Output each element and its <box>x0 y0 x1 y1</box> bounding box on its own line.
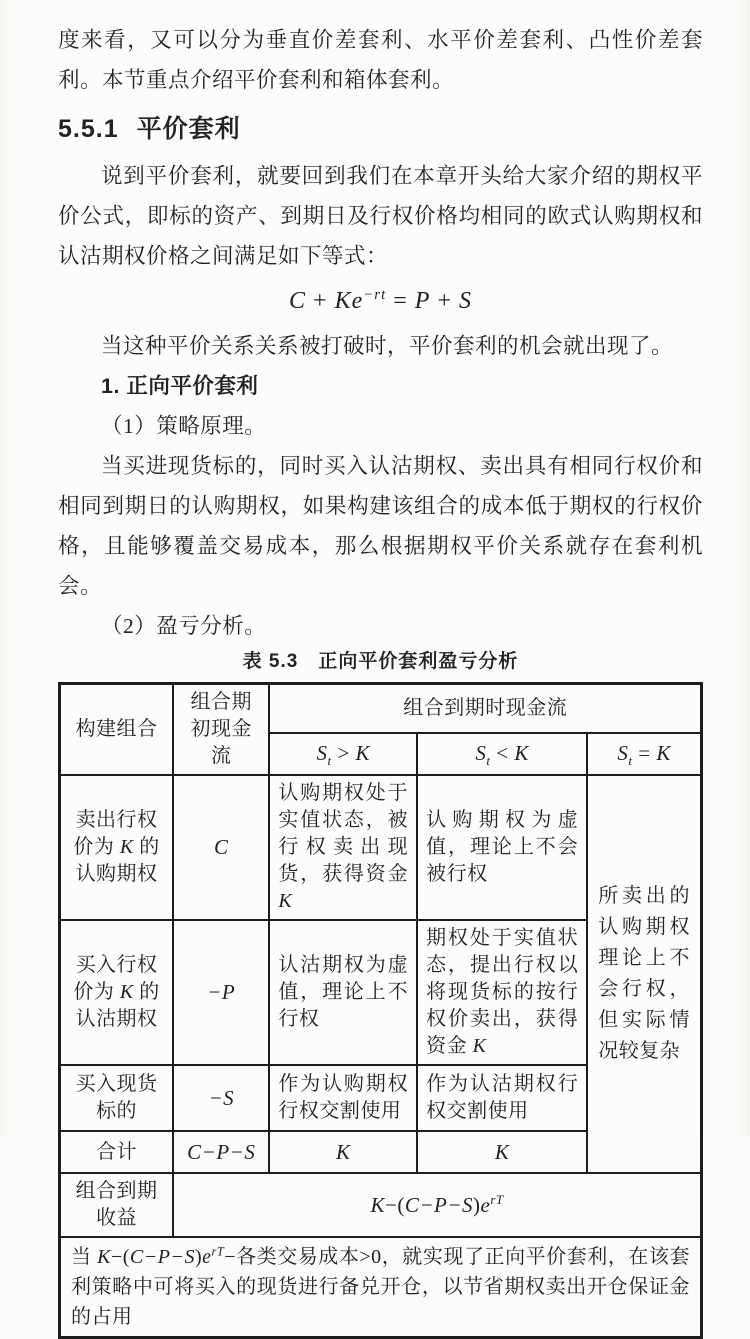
cell-lt-buy-spot: 作为认沽期权行权交割使用 <box>417 1065 587 1131</box>
intro-paragraph: 度来看，又可以分为垂直价差套利、水平价差套利、凸性价差套利。本节重点介绍平价套利和箱体套利。 <box>58 28 703 92</box>
cell-initial-buy-spot: −S <box>173 1065 269 1131</box>
cell-build-buy-spot: 买入现货标的 <box>60 1065 174 1131</box>
header-initial-cashflow: 组合期初现金流 <box>173 684 269 776</box>
pnl-table <box>58 682 703 1339</box>
cell-gt-buy-put: 认沽期权为虚值，理论上不行权 <box>269 920 417 1065</box>
cell-gt-sell-call: 认购期权处于实值状态，被行权卖出现货，获得资金 K <box>269 775 417 920</box>
cell-lt-buy-put: 期权处于实值状态，提出行权以将现货标的按行权价卖出，获得资金 K <box>417 920 587 1065</box>
table-note: 当 $K-(C-P-S)e^{rT}-$各类交易成本>0，就实现了正向平价套利，在该套利策略中可将买入的现货进行备兑开仓，以节省期权卖出开仓保证金的占用 <box>60 1237 702 1338</box>
header-case-st-eq-k: $S_t = K$ <box>587 733 701 775</box>
section-title: 平价套利 <box>136 115 241 143</box>
table-caption: 表 5.3 正向平价套利盈亏分析 <box>242 651 519 672</box>
section-heading <box>58 112 703 146</box>
header-build-combo: 构建组合 <box>60 684 174 776</box>
list-item-pnl-analysis: （2）盈亏分析。 <box>101 614 267 638</box>
list-item-strategy-principle: （1）策略原理。 <box>101 414 267 438</box>
cell-lt-sell-call: 认购期权为虚值，理论上不会被行权 <box>417 775 587 920</box>
cell-expiry-return-value: $K-(C-P-S)e^{rT}$ <box>173 1173 701 1237</box>
header-case-st-gt-k: $S_t > K$ <box>269 733 417 775</box>
cell-lt-total: K <box>417 1131 587 1173</box>
cell-initial-total: C−P−S <box>173 1131 269 1173</box>
cell-gt-buy-spot: 作为认购期权行权交割使用 <box>269 1065 417 1131</box>
paragraph-strategy-description: 当买进现货标的，同时买入认沽期权、卖出具有相同行权价和相同到期日的认购期权，如果构建该组合的成本低于期权的行权价格，且能够覆盖交易成本，那么根据期权平价关系就存在套利机会。 <box>58 454 703 598</box>
cell-build-sell-call: 卖出行权价为 K 的认购期权 <box>60 775 174 920</box>
cell-eq-merged: 所卖出的认购期权理论上不会行权，但实际情况较复杂 <box>587 775 701 1173</box>
cell-initial-buy-put: −P <box>173 920 269 1065</box>
header-case-st-lt-k: $S_t < K$ <box>417 733 587 775</box>
parity-formula: $C + Ke^{-rt} = P + S$ <box>289 287 472 314</box>
subsection-heading-forward-parity: 1. 正向平价套利 <box>101 374 259 398</box>
paragraph-parity-intro: 说到平价套利，就要回到我们在本章开头给大家介绍的期权平价公式，即标的资产、到期日及行权价格均相同的欧式认购期权和认沽期权价格之间满足如下等式： <box>58 164 703 268</box>
section-number: 5.5.1 <box>58 115 119 143</box>
cell-initial-sell-call: C <box>173 775 269 920</box>
cell-build-total: 合计 <box>60 1131 174 1173</box>
header-expiry-cashflow: 组合到期时现金流 <box>269 684 701 733</box>
paragraph-parity-broken: 当这种平价关系关系被打破时，平价套利的机会就出现了。 <box>101 334 674 358</box>
cell-build-buy-put: 买入行权价为 K 的认沽期权 <box>60 920 174 1065</box>
cell-expiry-return-label: 组合到期收益 <box>60 1173 174 1237</box>
cell-gt-total: K <box>269 1131 417 1173</box>
